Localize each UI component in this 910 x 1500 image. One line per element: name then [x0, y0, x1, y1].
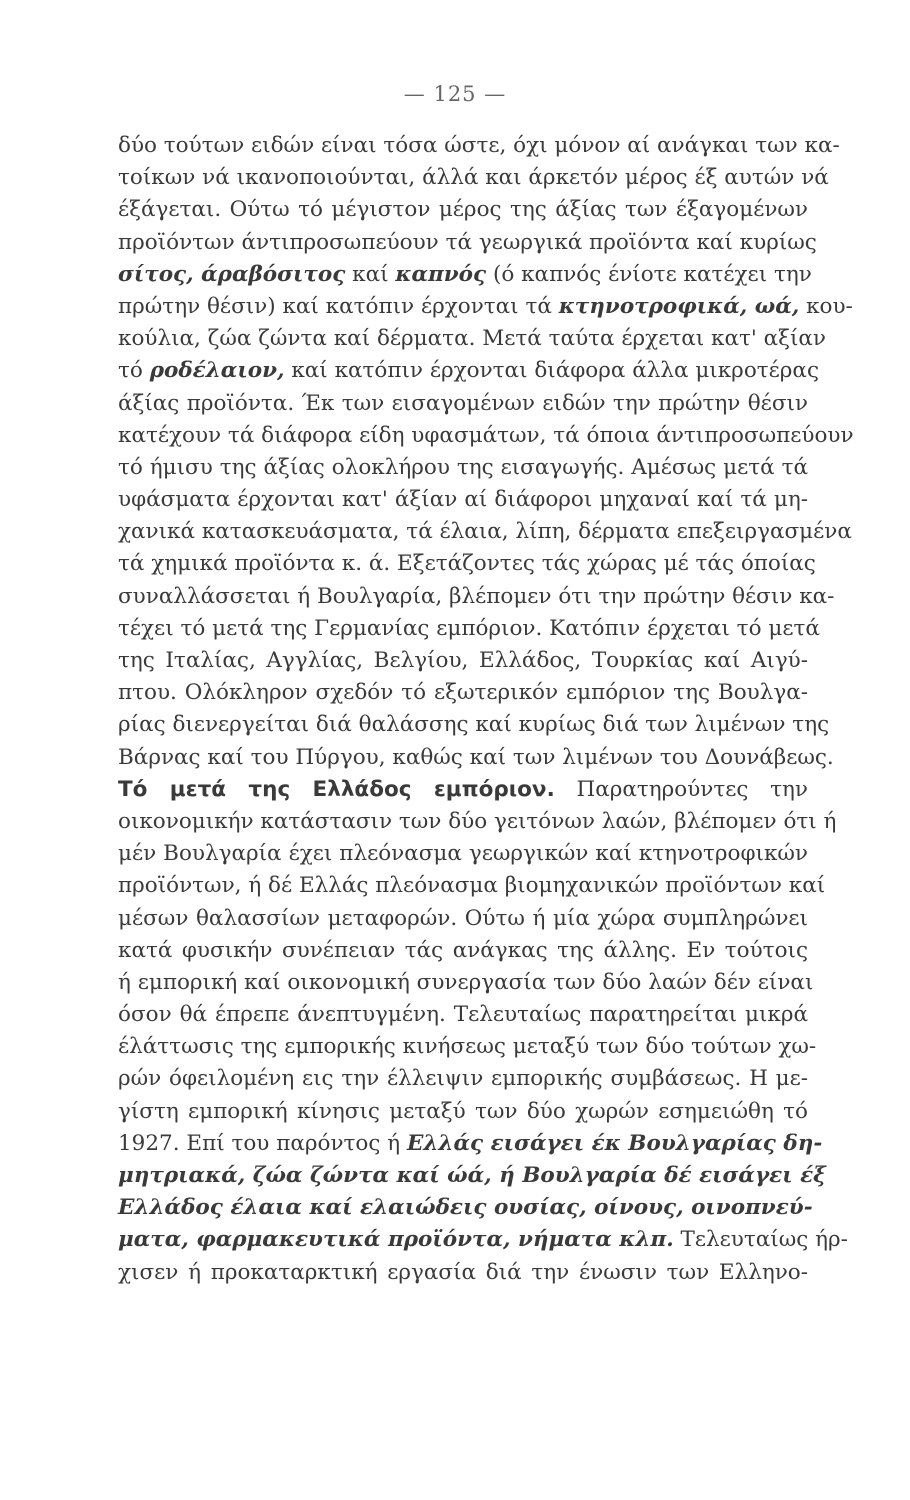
text-segment: ρίας διενεργείται διά θαλάσσης καί κυρίως διά των λιμένων της: [118, 712, 830, 738]
text-line: [118, 870, 826, 902]
text-line: [118, 259, 812, 291]
text-line: [118, 935, 808, 967]
text-line: [118, 1063, 808, 1095]
text-line: [118, 1224, 848, 1256]
text-line: [118, 677, 808, 709]
text-segment: όσον θά έπρεπε άνεπτυγμένη. Τελευταίως παρατηρείται μικρά: [118, 1002, 808, 1028]
text-line: [118, 388, 808, 420]
text-line: [118, 903, 808, 935]
text-segment: 1927. Επί του παρόντος ή: [118, 1130, 407, 1156]
text-segment: τέχει τό μετά της Γερμανίας εμπόριον. Κατόπιν έρχεται τό μετά: [118, 615, 820, 641]
text-segment: πρώτην θέσιν) καί κατόπιν έρχονται τά: [118, 293, 559, 319]
text-segment: κούλια, ζώα ζώντα καί δέρματα. Μετά ταύτα έρχεται κατ' αξίαν: [118, 326, 826, 352]
text-segment: τό: [118, 358, 150, 384]
emphasized-text: ματα, φαρμακευτικά προϊόντα, νήματα κλπ.: [118, 1227, 674, 1253]
text-segment: τοίκων νά ικανοποιούνται, άλλά και άρκετόν μέρος έξ αυτών νά: [118, 165, 829, 191]
text-segment: γίστη εμπορική κίνησις μεταξύ των δύο χωρών εσημειώθη τό: [118, 1098, 808, 1124]
emphasized-text: ροδέλαιον,: [149, 358, 285, 384]
text-line: [118, 774, 808, 806]
text-line: [118, 1192, 813, 1224]
text-line: [118, 548, 816, 580]
text-segment: πτου. Ολόκληρον σχεδόν τό εξωτερικόν εμπόριον της Βουλγα-: [118, 680, 808, 706]
text-line: [118, 645, 808, 677]
text-segment: έξάγεται. Ούτω τό μέγιστον μέρος της άξίας των έξαγομένων: [118, 197, 808, 223]
text-segment: χανικά κατασκευάσματα, τά έλαια, λίπη, δέρματα επεξειργασμένα: [118, 519, 852, 545]
section-heading: Τό μετά της Ελλάδος εμπόριον.: [118, 776, 555, 802]
text-line: [118, 162, 829, 194]
text-segment: υφάσματα έρχονται κατ' άξίαν αί διάφοροι μηχαναί καί τά μη-: [118, 487, 808, 513]
text-segment: κου-: [799, 293, 853, 319]
text-segment: (ό καπνός ένίοτε κατέχει την: [486, 261, 812, 287]
text-line: [118, 227, 817, 259]
text-line: [118, 1096, 808, 1128]
text-segment: ή εμπορική καί οικονομική συνεργασία των δύο λαών δέν είναι: [118, 969, 814, 995]
text-line: [118, 1257, 808, 1289]
text-line: [118, 291, 853, 323]
text-segment: έλάττωσις της εμπορικής κινήσεως μεταξύ των δύο τούτων χω-: [118, 1034, 817, 1060]
text-segment: της Ιταλίας, Αγγλίας, Βελγίου, Ελλάδος, Τουρκίας καί Αιγύ-: [118, 648, 808, 673]
text-segment: Βάρνας καί του Πύργου, καθώς καί των λιμένων του Δουνάβεως.: [118, 744, 834, 770]
text-segment: Παρατηρούντες την: [554, 776, 808, 802]
text-segment: τά χημικά προϊόντα κ. ά. Εξετάζοντες τάς χώρας μέ τάς όποίας: [118, 551, 816, 577]
text-line: [118, 516, 852, 548]
text-segment: τό ήμισυ της άξίας ολοκλήρου της εισαγωγής. Αμέσως μετά τά: [118, 454, 808, 480]
text-line: [118, 1160, 826, 1192]
text-segment: συναλλάσσεται ή Βουλγαρία, βλέπομεν ότι την πρώτην θέσιν κα-: [118, 583, 835, 609]
text-line: [118, 709, 830, 741]
text-line: [118, 806, 837, 838]
text-segment: μέν Βουλγαρία έχει πλεόνασμα γεωργικών καί κτηνοτροφικών: [118, 841, 808, 867]
emphasized-text: Ελλάς εισάγει έκ Βουλγαρίας δη-: [406, 1130, 823, 1156]
text-line: [118, 420, 854, 452]
text-segment: άξίας προϊόντα. Έκ των εισαγομένων ειδών την πρώτην θέσιν: [118, 390, 808, 416]
text-line: [118, 484, 808, 516]
text-line: [118, 130, 840, 162]
text-line: [118, 194, 808, 226]
body-text: [118, 130, 854, 1289]
text-segment: μέσων θαλασσίων μεταφορών. Ούτω ή μία χώρα συμπληρώνει: [118, 905, 808, 931]
text-segment: καί: [345, 261, 396, 287]
text-segment: προϊόντων άντιπροσωπεύουν τά γεωργικά προϊόντα καί κυρίως: [118, 229, 817, 255]
text-line: [118, 452, 808, 484]
text-segment: κατά φυσικήν συνέπειαν τάς ανάγκας της άλλης. Εν τούτοις: [118, 937, 808, 963]
text-line: [118, 1031, 817, 1063]
emphasized-text: σίτος, άραβόσιτος: [118, 261, 346, 287]
text-line: [118, 581, 835, 613]
text-line: [118, 967, 814, 999]
emphasized-text: μητριακά, ζώα ζώντα καί ώά, ή Βουλγαρία δέ εισάγει έξ: [118, 1163, 826, 1188]
text-segment: κατέχουν τά διάφορα είδη υφασμάτων, τά όποια άντιπροσωπεύουν: [118, 422, 854, 448]
text-segment: δύο τούτων ειδών είναι τόσα ώστε, όχι μόνον αί ανάγκαι των κα-: [118, 133, 840, 158]
emphasized-text: κτηνοτροφικά, ωά,: [558, 293, 800, 319]
emphasized-text: καπνός: [395, 261, 487, 287]
text-segment: οικονομικήν κατάστασιν των δύο γειτόνων λαών, βλέπομεν ότι ή: [118, 808, 837, 834]
text-line: [118, 1128, 823, 1160]
text-line: [118, 742, 834, 774]
text-line: [118, 355, 819, 387]
text-segment: προϊόντων, ή δέ Ελλάς πλεόνασμα βιομηχανικών προϊόντων καί: [118, 873, 826, 899]
text-line: [118, 613, 820, 645]
text-line: [118, 999, 808, 1031]
text-segment: Τελευταίως ήρ-: [673, 1227, 848, 1253]
text-segment: χισεν ή προκαταρκτική εργασία διά την ένωσιν των Ελληνο-: [118, 1259, 808, 1285]
emphasized-text: Ελλάδος έλαια καί ελαιώδεις ουσίας, οίνους, οινοπνεύ-: [118, 1195, 813, 1221]
page-number: — 125 —: [403, 82, 507, 106]
text-line: [118, 323, 826, 355]
text-segment: καί κατόπιν έρχονται διάφορα άλλα μικροτέρας: [284, 358, 819, 384]
text-segment: ρών όφειλομένη εις την έλλειψιν εμπορικής συμβάσεως. Η με-: [118, 1066, 808, 1092]
text-line: [118, 838, 808, 870]
